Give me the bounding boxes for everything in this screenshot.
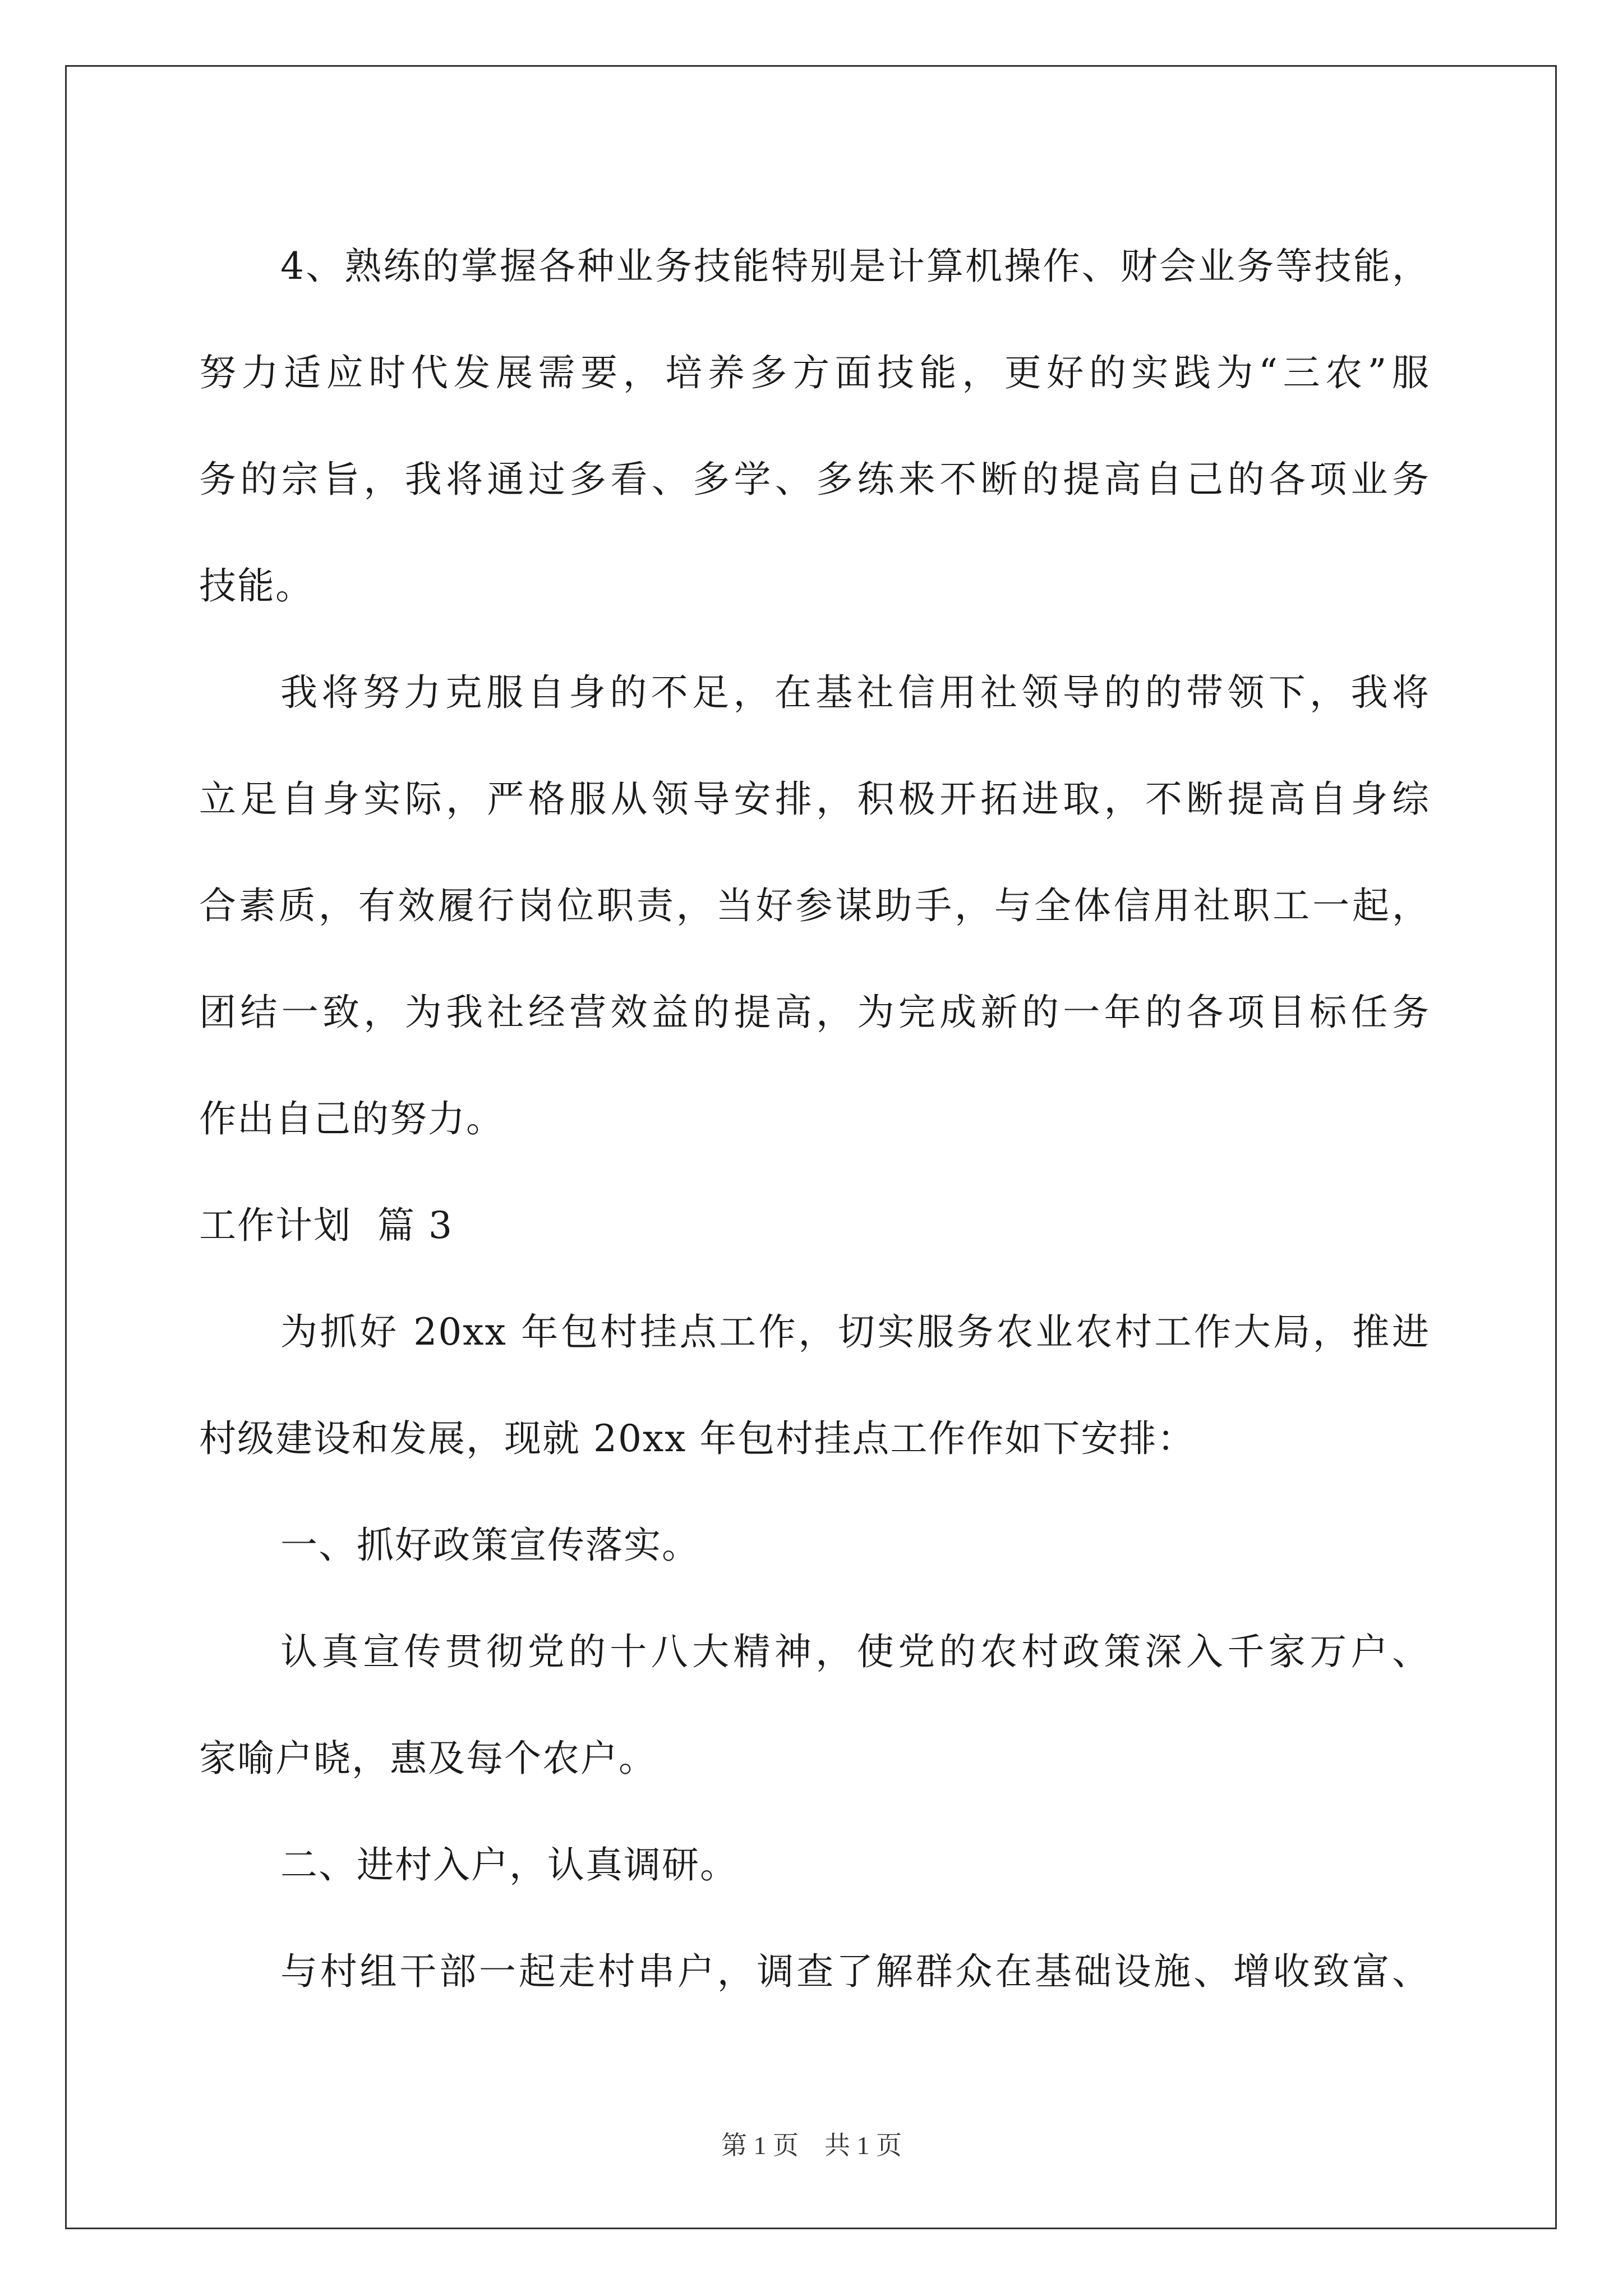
paragraph-line: 立足自身实际，严格服从领导安排，积极开拓进取，不断提高自身综 [199,777,1430,821]
paragraph-line: 认真宣传贯彻党的十八大精神，使党的农村政策深入千家万户、 [280,1630,1430,1673]
paragraph-line: 技能。 [199,564,313,608]
paragraph-line: 团结一致，为我社经营效益的提高，为完成新的一年的各项目标任务 [199,991,1430,1034]
document-body [199,213,1430,2025]
list-heading: 二、进村入户，认真调研。 [280,1843,738,1887]
list-heading: 一、抓好政策宣传落实。 [280,1524,700,1567]
paragraph-line: 务的宗旨，我将通过多看、多学、多练来不断的提高自己的各项业务 [199,458,1430,501]
paragraph-line: 合素质，有效履行岗位职责，当好参谋助手，与全体信用社职工一起， [199,884,1430,927]
paragraph-line: 家喻户晓，惠及每个农户。 [199,1737,657,1780]
page-number-footer: 第 1 页 共 1 页 [721,2131,902,2160]
paragraph-line: 我将努力克服自身的不足，在基社信用社领导的的带领下，我将 [280,671,1430,714]
paragraph-line: 村级建设和发展，现就 20xx 年包村挂点工作作如下安排： [199,1417,1196,1460]
paragraph-line: 作出自己的努力。 [199,1097,504,1140]
section-heading: 工作计划 篇 3 [199,1204,453,1247]
paragraph-line: 4、熟练的掌握各种业务技能特别是计算机操作、财会业务等技能， [280,245,1430,288]
paragraph-line: 为抓好 20xx 年包村挂点工作，切实服务农业农村工作大局，推进 [280,1310,1430,1354]
paragraph-line: 努力适应时代发展需要，培养多方面技能，更好的实践为“三农”服 [199,351,1430,394]
paragraph-line: 与村组干部一起走村串户，调查了解群众在基础设施、增收致富、 [280,1950,1430,1993]
